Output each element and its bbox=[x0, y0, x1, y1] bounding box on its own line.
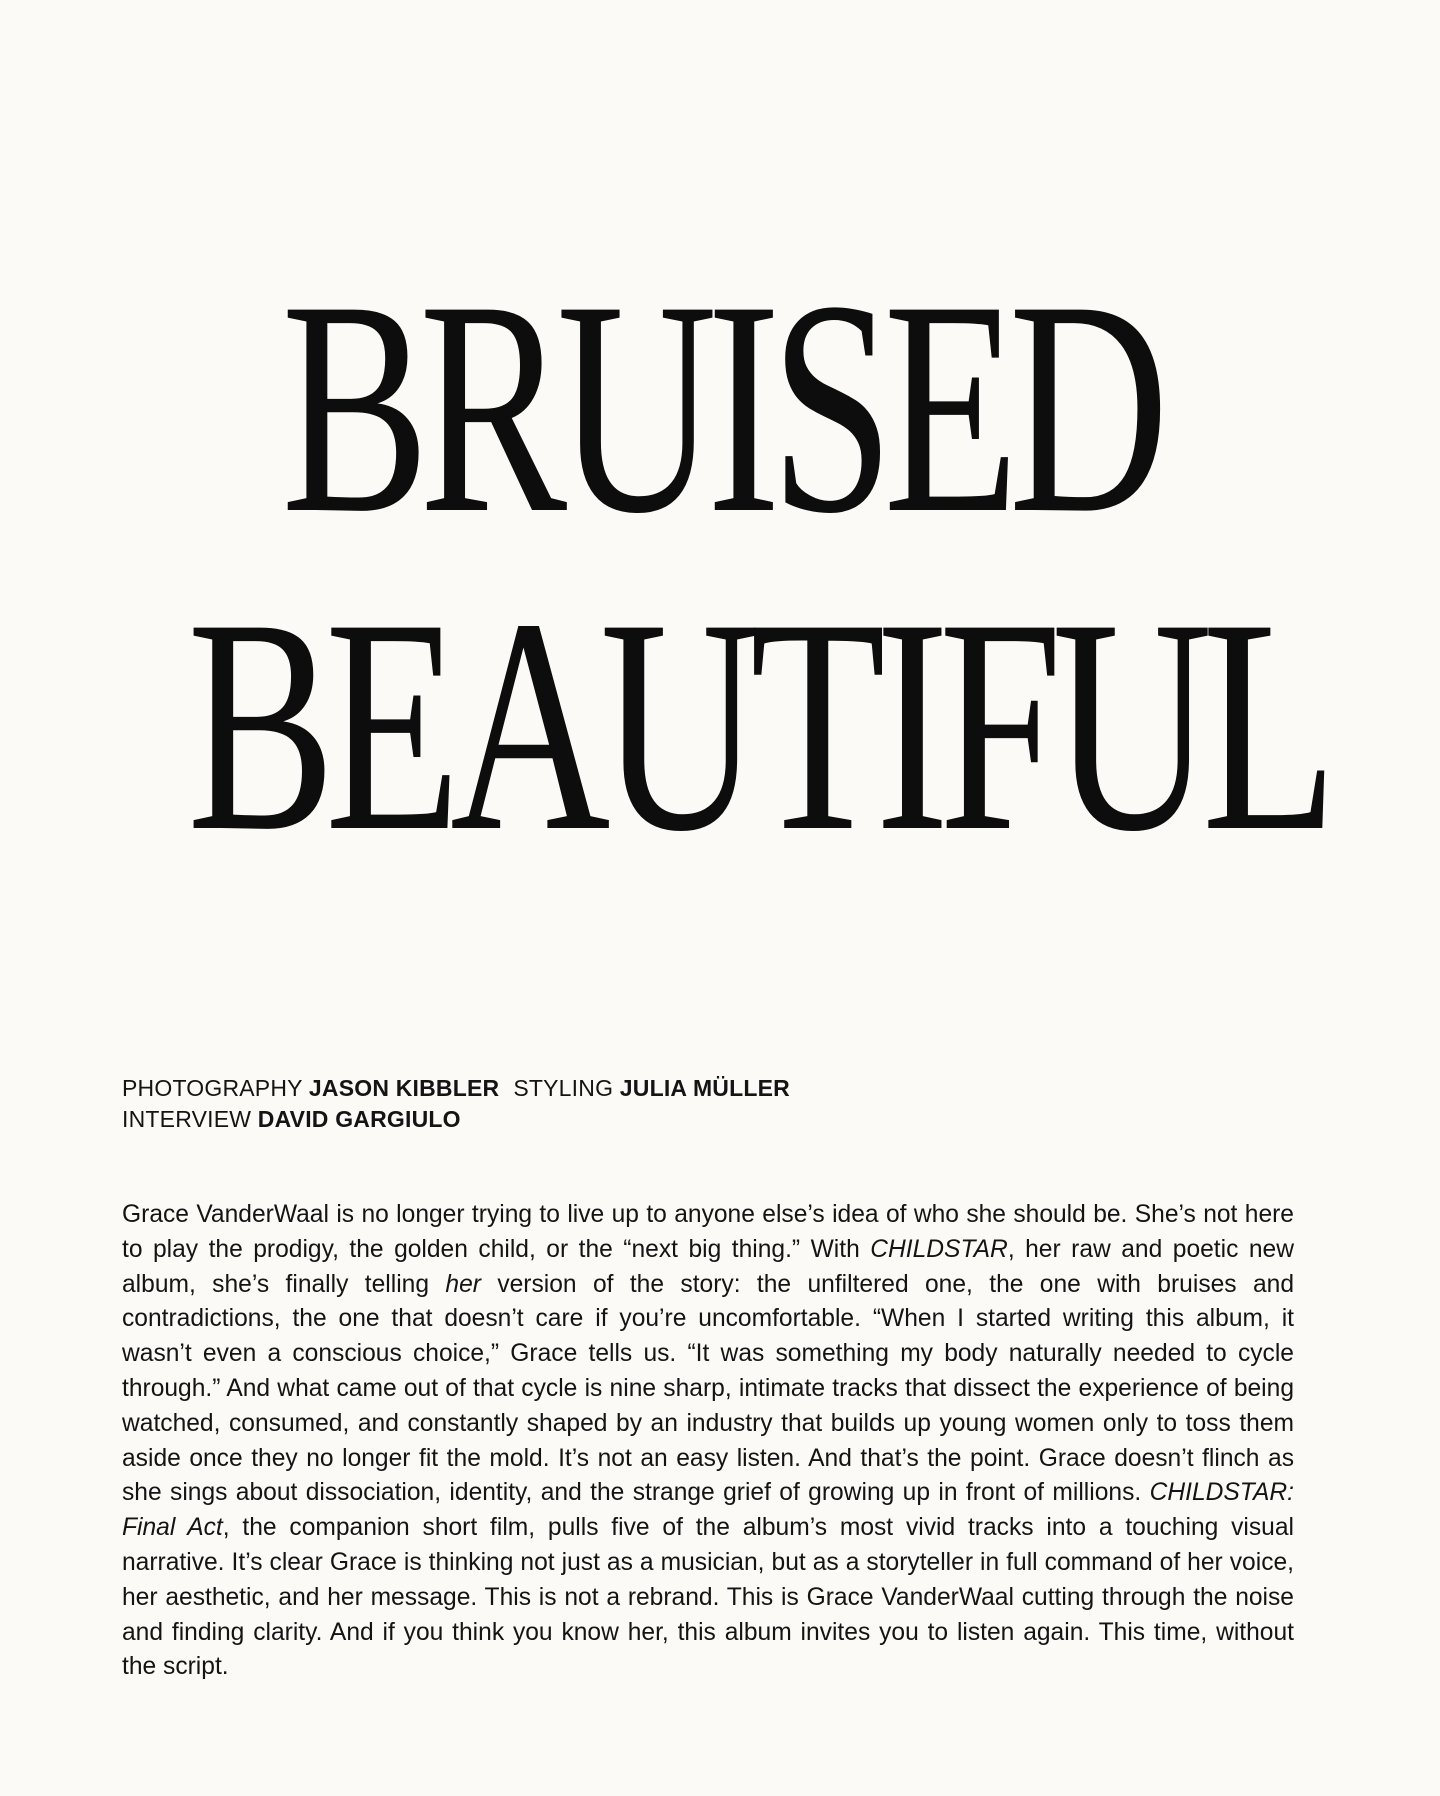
headline-line-2: BEAUTIFUL bbox=[187, 555, 1328, 895]
styling-label: STYLING bbox=[513, 1075, 614, 1101]
credits bbox=[122, 1073, 790, 1135]
article-body bbox=[122, 1198, 1294, 1685]
article-text-4: , the companion short film, pulls five of the album’s most vivid tracks into a touching visual narrative. It’s clear Grace is thinking not just as a musician, but as a storyteller in full command of her voice, her aesthetic, and her message. This is not a rebrand. This is Grace VanderWaal cutting through the noise and finding clarity. And if you think you know her, this album invites you to listen again. This time, without the script. bbox=[122, 1514, 1294, 1681]
stylist-name: JULIA MÜLLER bbox=[619, 1075, 790, 1101]
article-text-1: Grace VanderWaal is no longer trying to live up to anyone else’s idea of who she should be. She’s not here to play the prodigy, the golden child, or the “next big thing.” With bbox=[122, 1201, 1294, 1263]
emphasis-her: her bbox=[445, 1270, 481, 1298]
article-text-2: , her raw and poetic new album, she’s finally telling bbox=[122, 1235, 1294, 1298]
photography-label: PHOTOGRAPHY bbox=[122, 1075, 303, 1101]
photographer-name: JASON KIBBLER bbox=[308, 1075, 500, 1101]
article-text-3: version of the story: the unfiltered one, the one with bruises and contradictions, the one that doesn’t care if you’re uncomfortable. “When I started writing this album, it wasn’t even a conscious choice,” Grace tells us. “It was something my body naturally needed to cycle through.” And what came out of that cycle is nine sharp, intimate tracks that dissect the experience of being watched, consumed, and constantly shaped by an industry that builds up young women only to toss them aside once they no longer fit the mold. It’s not an easy listen. And that’s the point. Grace doesn’t flinch as she sings about dissociation, identity, and the strange grief of growing up in front of millions. bbox=[122, 1270, 1294, 1507]
interviewer-name: DAVID GARGIULO bbox=[257, 1106, 461, 1132]
film-title: CHILDSTAR: Final Act bbox=[122, 1479, 1294, 1542]
album-title: CHILDSTAR bbox=[870, 1235, 1008, 1263]
credits-row-2 bbox=[122, 1104, 790, 1135]
credits-row-1 bbox=[122, 1073, 790, 1104]
interview-label: INTERVIEW bbox=[122, 1106, 252, 1132]
headline bbox=[0, 237, 1440, 895]
headline-line-1: BRUISED bbox=[281, 237, 1159, 577]
